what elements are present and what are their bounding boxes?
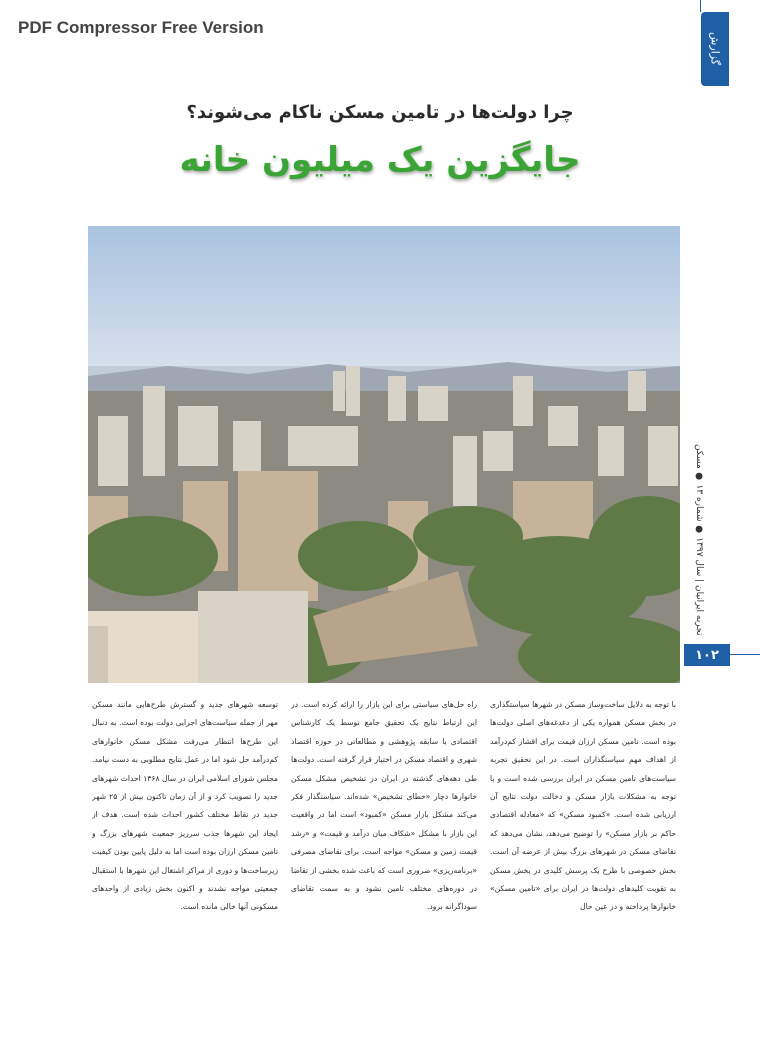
side-running-text: تجربه ایرانیان | سال ۱۳۹۷ ● شماره ۱۳ ● مسکن [694,444,704,636]
body-column-right: با توجه به دلایل ساخت‌وساز مسکن در شهرها سیاستگذاری در بخش مسکن همواره یکی از دغدغه‌های اصلی دولت‌ها بوده است. تامین مسکن ارزان قیمت برای اقشار کم‌درآمد از اهداف مهم سیاستگذاران است. در این تحقیق تجربه سیاست‌های تامین مسکن در ایران بررسی شده است و با توجه به مشکلات بازار مسکن و دخالت دولت نتایج آن ارزیابی شده است. «کمبود مسکن» که «معادله اقتصادی حاکم بر بازار مسکن» را توضیح می‌دهد، نشان می‌دهد که تقاضای مسکن در شهرهای بزرگ بیش از عرضه آن است. بخش خصوصی با طرح یک پرسش کلیدی در بخش مسکن به تقویت کلیدهای دولت‌ها در ایران برای «تامین مسکن» خانوارها پرداخته و در عین حال [490,700,676,912]
body-column-left: توسعه شهرهای جدید و گسترش طرح‌هایی مانند مسکن مهر از جمله سیاست‌های اجرایی دولت بوده است. به دنبال این طرح‌ها انتظار می‌رفت مشکل مسکن خانوارهای کم‌درآمد حل شود اما در عمل نتایج مطلوبی به دست نیامد. مجلس شورای اسلامی ایران در سال ۱۳۶۸ احداث شهرهای جدید را تصویب کرد و از آن زمان تاکنون بیش از ۲۵ شهر جدید در نقاط مختلف کشور احداث شده است. هدف از ایجاد این شهرها جذب سرریز جمعیت شهرهای بزرگ و تامین مسکن ارزان بوده است اما به دلیل پایین بودن کیفیت زیرساخت‌ها و دوری از مراکز اشتغال این شهرها با استقبال جمعیتی مواجه نشدند و اکنون بخش زیادی از واحدهای مسکونی آنها خالی مانده است. [92,700,278,912]
page-number: ۱۰۲ [684,644,730,666]
section-tab [701,12,729,86]
section-tab-label: گزارش [708,32,722,66]
article-kicker: چرا دولت‌ها در تامین مسکن ناکام می‌شوند؟ [186,102,574,123]
article-headline: جایگزین یک میلیون خانه [179,140,581,180]
watermark-text: PDF Compressor Free Version [18,18,264,37]
city-skyline-photo [88,226,680,683]
side-running-header [684,430,714,650]
article-body [92,696,676,966]
body-column-middle: راه حل‌های سیاستی برای این بازار را ارائه کرده است. در این ارتباط نتایج یک تحقیق جامع توسط یک کارشناس اقتصادی با سابقه پژوهشی و مطالعاتی در حوزه اقتصاد شهری و اقتصاد مسکن در اختیار قرار گرفته است. دولت‌ها طی دهه‌های گذشته در ایران در تشخیص مشکل مسکن خانوارها دچار «خطای تشخیص» شده‌اند. سیاستگذار فکر می‌کند مشکل بازار مسکن «کمبود» است اما در واقعیت این بازار با مشکل «شکاف میان درآمد و قیمت» و «رشد قیمت زمین و مسکن» مواجه است. برای تقاضای مصرفی «برنامه‌ریزی» ضروری است که باعث شده بخشی از تقاضا در دوره‌های مختلف تامین نشود و به سمت تقاضای سوداگرانه برود. [291,700,477,912]
page-number-rule [730,654,760,655]
top-rule [700,0,701,12]
